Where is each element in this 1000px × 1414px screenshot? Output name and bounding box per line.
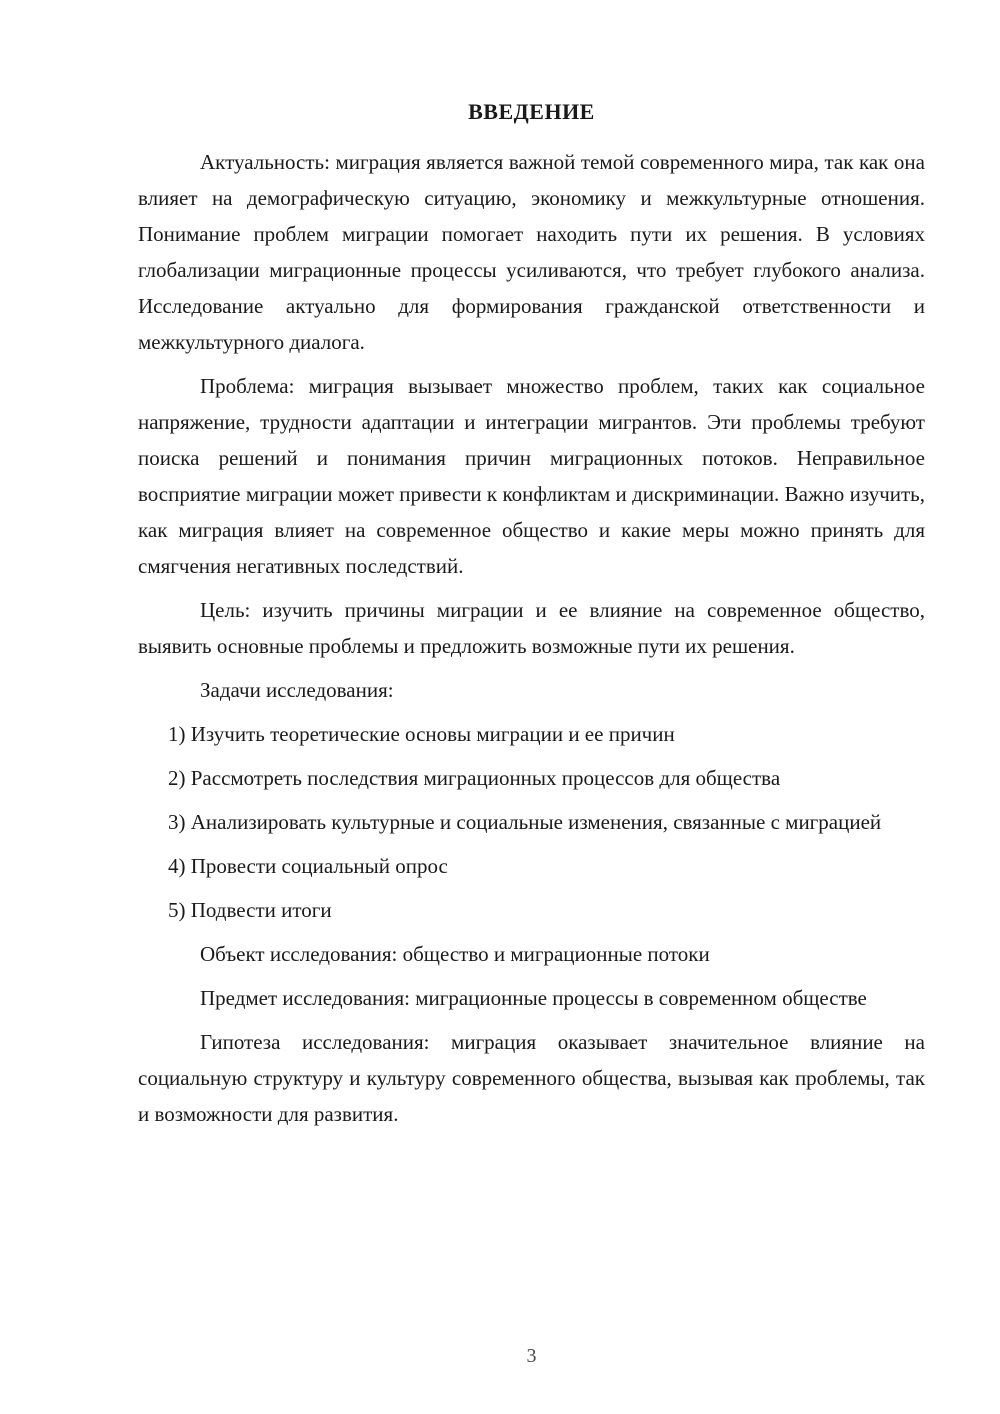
paragraph-relevance: Актуальность: миграция является важной темой современного мира, так как она влияет на демографическую ситуацию, экономику и межкультурные отношения. Понимание проблем миграции помогает находить пути их решения. В условиях глобализации миграционные процессы усиливаются, что требует глубокого анализа. Исследование актуально для формирования гражданской ответственности и межкультурного диалога.: [138, 150, 925, 354]
paragraph-subject: Предмет исследования: миграционные процессы в современном обществе: [200, 986, 867, 1010]
paragraph-hypothesis: Гипотеза исследования: миграция оказывает значительное влияние на социальную структуру и культуру современного общества, вызывая как проблемы, так и возможности для развития.: [138, 1030, 925, 1126]
page-number: 3: [526, 1345, 537, 1367]
task-item-3: 3) Анализировать культурные и социальные изменения, связанные с миграцией: [168, 810, 882, 834]
section-heading: ВВЕДЕНИЕ: [468, 99, 595, 124]
task-item-5: 5) Подвести итоги: [168, 898, 332, 922]
paragraph-object: Объект исследования: общество и миграционные потоки: [200, 942, 710, 966]
task-item-1: 1) Изучить теоретические основы миграции и ее причин: [168, 722, 675, 746]
paragraph-tasks-label: Задачи исследования:: [200, 678, 394, 702]
paragraph-goal: Цель: изучить причины миграции и ее влияние на современное общество, выявить основные проблемы и предложить возможные пути их решения.: [138, 598, 925, 658]
task-item-4: 4) Провести социальный опрос: [168, 854, 448, 878]
paragraph-problem: Проблема: миграция вызывает множество проблем, таких как социальное напряжение, трудности адаптации и интеграции мигрантов. Эти проблемы требуют поиска решений и понимания причин миграционных потоков. Неправильное восприятие миграции может привести к конфликтам и дискриминации. Важно изучить, как миграция влияет на современное общество и какие меры можно принять для смягчения негативных последствий.: [138, 374, 925, 578]
task-item-2: 2) Рассмотреть последствия миграционных процессов для общества: [168, 766, 781, 790]
